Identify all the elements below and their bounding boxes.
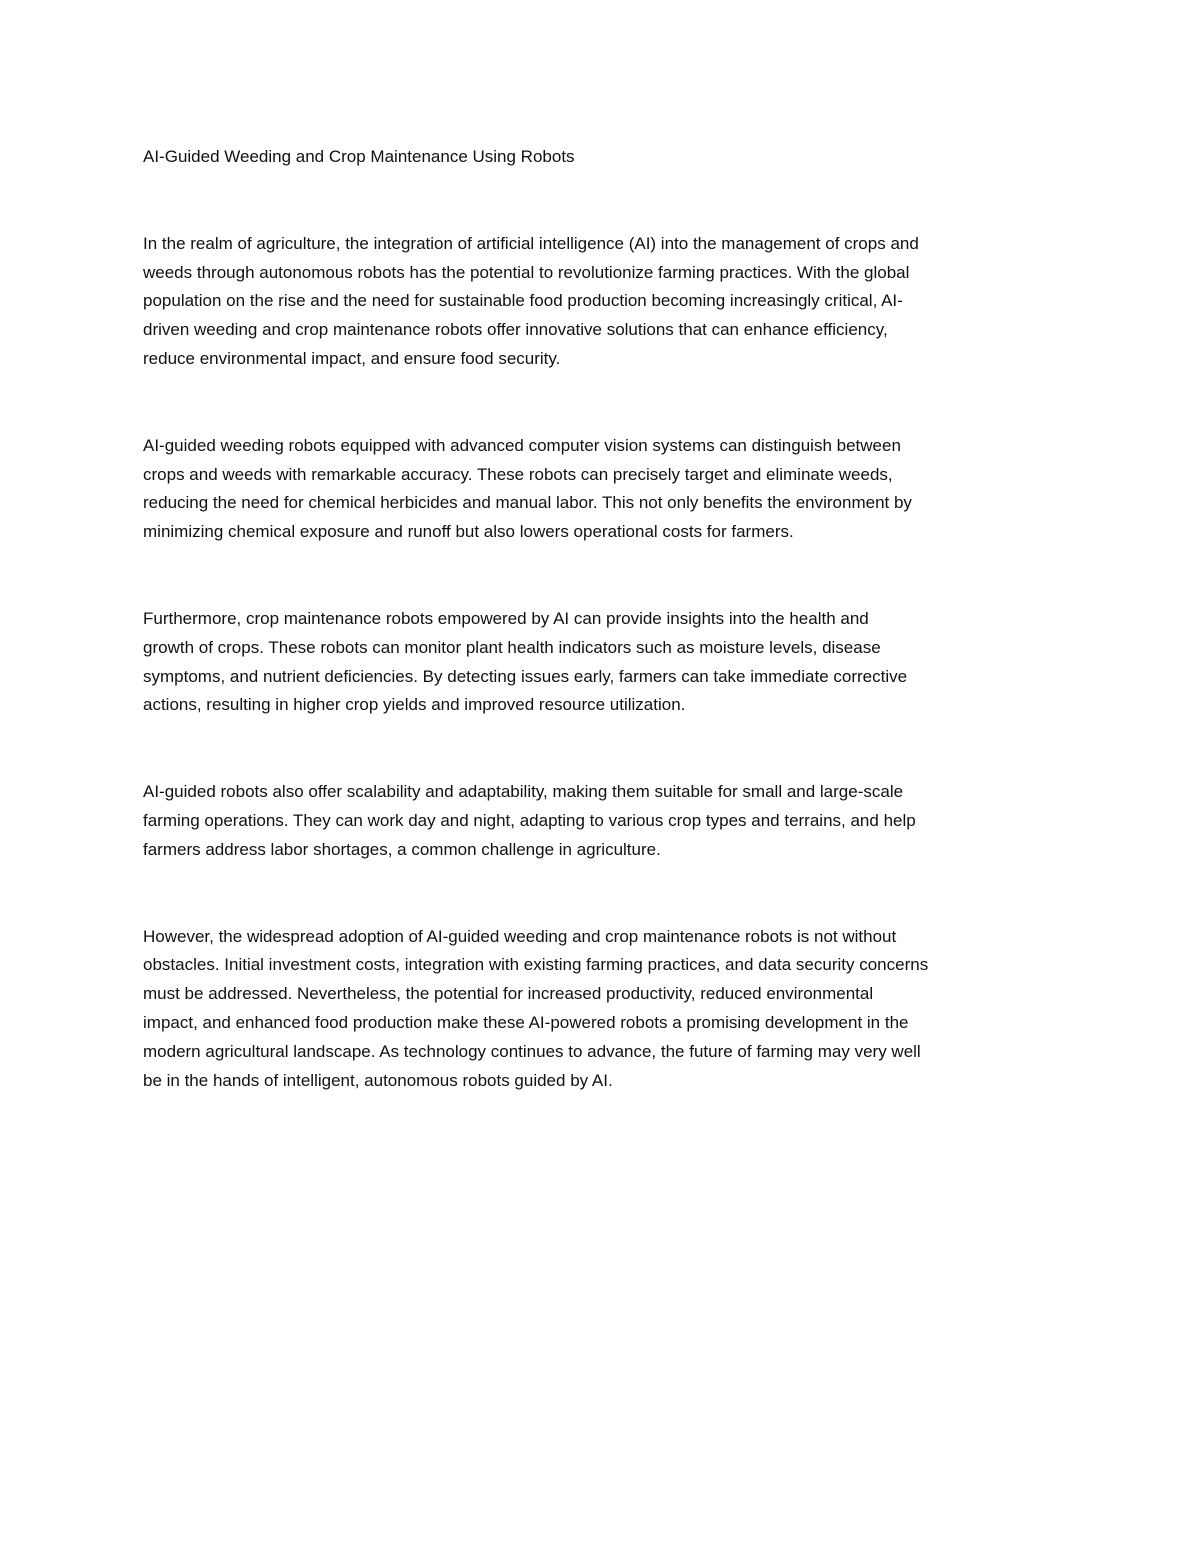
paragraph-line: minimizing chemical exposure and runoff but also lowers operational costs for farmers. (143, 522, 794, 542)
paragraph-line: actions, resulting in higher crop yields and improved resource utilization. (143, 695, 686, 715)
paragraph-4 (143, 778, 1063, 864)
paragraph-2 (143, 432, 1063, 547)
paragraph-1 (143, 230, 1063, 374)
paragraph-line: crops and weeds with remarkable accuracy. These robots can precisely target and eliminate weeds, (143, 464, 893, 484)
paragraph-line: However, the widespread adoption of AI-guided weeding and crop maintenance robots is not without (143, 926, 897, 946)
paragraph-line: must be addressed. Nevertheless, the potential for increased productivity, reduced environmental (143, 984, 874, 1004)
document-body (143, 143, 1063, 1095)
paragraph-line: symptoms, and nutrient deficiencies. By detecting issues early, farmers can take immediate corrective (143, 666, 908, 686)
paragraph-line: driven weeding and crop maintenance robots offer innovative solutions that can enhance efficiency, (143, 320, 888, 340)
document-title: AI-Guided Weeding and Crop Maintenance Using Robots (143, 147, 575, 166)
paragraph-line: reduce environmental impact, and ensure food security. (143, 348, 561, 368)
paragraph-line: growth of crops. These robots can monitor plant health indicators such as moisture levels, disease (143, 637, 881, 657)
paragraph-line: be in the hands of intelligent, autonomous robots guided by AI. (143, 1070, 613, 1090)
paragraph-line: modern agricultural landscape. As technology continues to advance, the future of farming may very well (143, 1041, 921, 1061)
paragraph-line: farmers address labor shortages, a common challenge in agriculture. (143, 839, 661, 859)
paragraph-line: In the realm of agriculture, the integration of artificial intelligence (AI) into the management of crops and (143, 233, 919, 253)
paragraph-line: population on the rise and the need for sustainable food production becoming increasingly critical, AI- (143, 291, 903, 311)
paragraph-line: Furthermore, crop maintenance robots empowered by AI can provide insights into the health and (143, 608, 869, 628)
paragraph-line: impact, and enhanced food production make these AI-powered robots a promising development in the (143, 1012, 909, 1032)
paragraph-line: farming operations. They can work day and night, adapting to various crop types and terrains, and help (143, 810, 916, 830)
paragraph-line: weeds through autonomous robots has the potential to revolutionize farming practices. With the global (143, 262, 910, 282)
paragraph-line: obstacles. Initial investment costs, integration with existing farming practices, and data security concerns (143, 955, 929, 975)
paragraph-5 (143, 923, 1063, 1096)
paragraph-3 (143, 605, 1063, 720)
paragraph-line: AI-guided weeding robots equipped with advanced computer vision systems can distinguish between (143, 435, 901, 455)
paragraph-line: reducing the need for chemical herbicides and manual labor. This not only benefits the environment by (143, 493, 912, 513)
paragraph-line: AI-guided robots also offer scalability and adaptability, making them suitable for small and large-scale (143, 782, 904, 802)
